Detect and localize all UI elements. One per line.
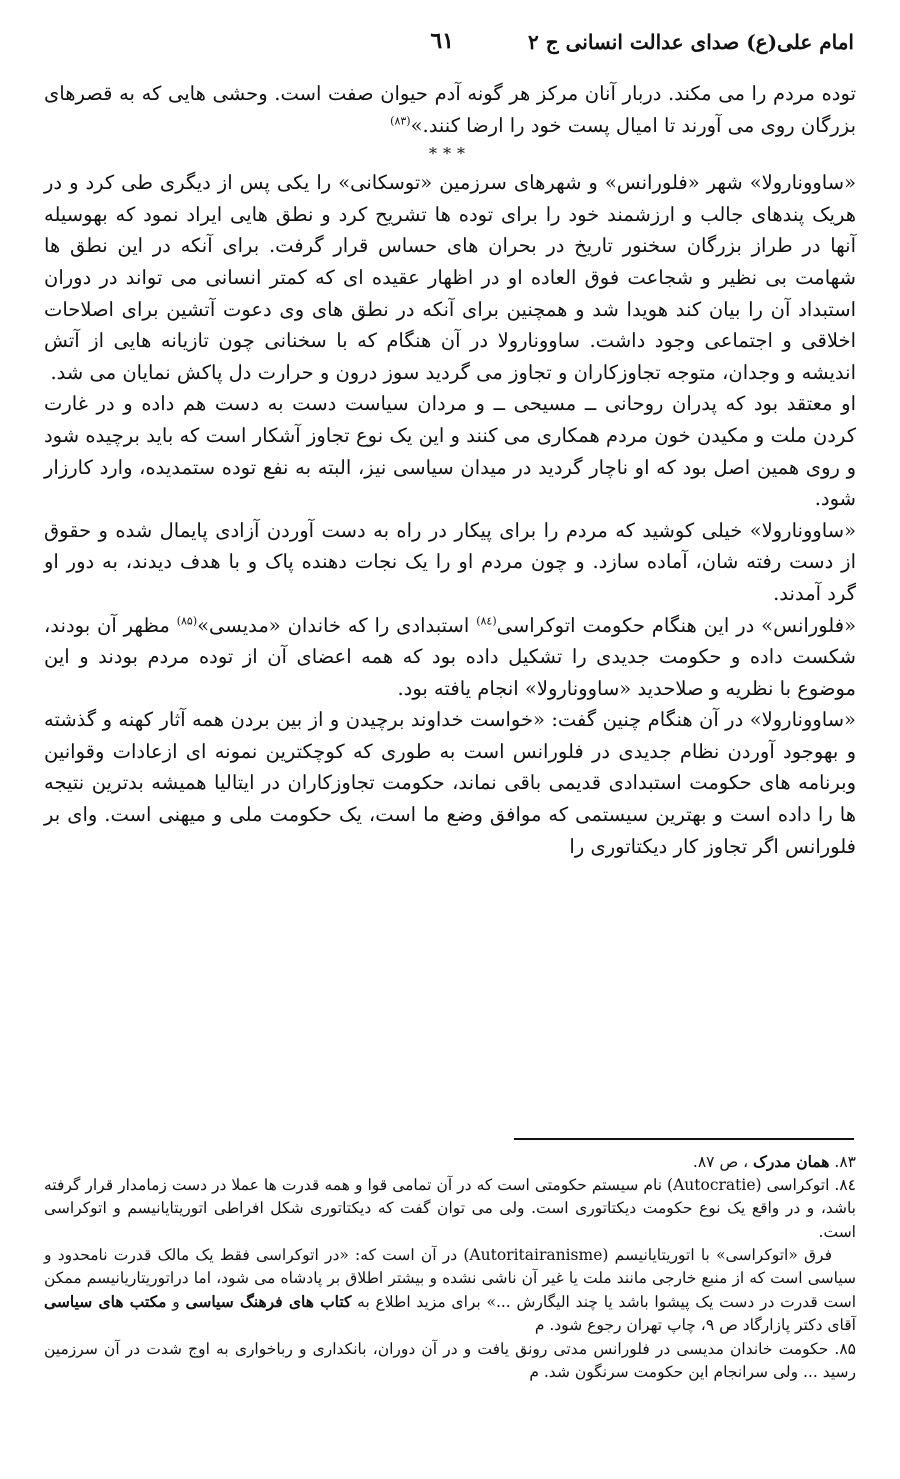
- book-title: امام علی(ع) صدای عدالت انسانی ج ۲: [528, 30, 854, 54]
- paragraph-1: توده مردم را می مکند. دربار آنان مرکز هر گونه آدم حیوان صفت است. وحشی هایی که به قصرهای بزرگان روی می آورند تا امیال پست خود را ارضا کنند.»$^{(۸۳)}$: [44, 82, 856, 137]
- paragraph-2: «ساوونارولا» شهر «فلورانس» و شهرهای سرزمین «توسکانی» را یکی پس از دیگری طی کرد و در هریک پندهای جالب و ارزشمند خود را برای توده ها تشریح کرد و نطق هایی ایراد نمود که بهوسیله آنها در طراز بزرگان سخنور تاریخ در بحران های حساس قرار گرفت. برای آنکه در این نطق ها شهامت بی نظیر و شجاعت فوق العاده او در اظهار عقیده ای که کمتر انسانی می تواند در دوران استبداد آن را بیان کند هویدا شد و همچنین برای آنکه در نطق های وی دعوت آتشین برای اصلاحات اخلاقی و اجتماعی وجود داشت. ساوونارولا در آن هنگام که با سخنانی چون تازیانه هایی از آتش اندیشه و وجدان، متوجه تجاوزکاران و تجاوز می گردید سوز درون و حرارت دل پاکش نمایان می شد.: [44, 171, 856, 384]
- footnote-84-continued: فرق «اتوکراسی» با اتوریتایانیسم (Autoritairanisme) در آن است که: «در اتوکراسی فقط یک مالک قدرت نامحدود و سیاسی است که از منبع خارجی مانند ملت یا غیر آن ناشی نشده و بیشتر اطلاق بر پادشاه می شود، اما دراتوریتاریانیسم ممکن است قدرت در دست یک پیشوا باشد یا چند الیگارش ...» برای مزید اطلاع به کتاب های فرهنگ سیاسی و مکتب های سیاسی آقای دکتر پازارگاد ص ۹، چاپ تهران رجوع شود. م: [44, 1245, 856, 1335]
- footnotes: [44, 1150, 856, 1384]
- footnote-84: ۸٤. اتوکراسی (Autocratie) نام سیستم حکومتی است که در آن تمامی قوا و همه قدرت ها عملا در دست زمامدار قرار گرفته باشد، و در واقع یک نوع حکومت دیکتاتوری است. ولی می توان گفت که دیکتاتوری شکل افراطی اتوریتایانیسم و اتوکراسی است.: [44, 1176, 856, 1241]
- paragraph-6: «ساوونارولا» در آن هنگام چنین گفت: «خواست خداوند برچیدن و از بین بردن همه آثار کهنه و گذشته و بهوجود آوردن نظام جدیدی در فلورانس است به طوری که کوچکترین نمونه ای ازعادات وقوانین وبرنامه های حکومت استبدادی قدیمی باقی نماند، حکومت تجاوزکاران در ایتالیا همیشه بدترین نتیجه ها را داده است و بهترین سیستمی که موافق وضع ما است، یک حکومت ملی و میهنی است. وای بر فلورانس اگر تجاوز کار دیکتاتوری را: [44, 708, 856, 858]
- main-text: [44, 78, 856, 862]
- page-header: [46, 30, 854, 70]
- footnote-83: ۸۳. همان مدرک ، ص ۸۷.: [692, 1152, 856, 1171]
- footnote-divider: [514, 1138, 854, 1140]
- footnote-85: ۸۵. حکومت خاندان مدیسی در فلورانس مدتی رونق یافت و در آن دوران، بانکداری و رباخواری به اوج شدت در آن سرزمین رسید ... ولی سرانجام این حکومت سرنگون شد. م: [44, 1339, 856, 1381]
- paragraph-5: «فلورانس» در این هنگام حکومت اتوکراسی$^{(۸٤)}$ استبدادی را که خاندان «مدیسی»$^{(۸۵)}$ مظهر آن بودند، شکست داده و حکومت جدیدی را تشکیل داده بود که همه اعضای آن از توده مردم بودند و این موضوع با نظریه و صلاحدید «ساوونارولا» انجام یافته بود.: [44, 613, 856, 700]
- footnote-ref-83[interactable]: (۸۳): [390, 114, 411, 128]
- paragraph-4: «ساوونارولا» خیلی کوشید که مردم را برای پیکار در راه به دست آوردن آزادی پایمال شده و حقوق از دست رفته شان، آماده سازد. و چون مردم او را یک نجات دهنده پاک و با هدف دیدند، به دور او گرد آمدند.: [44, 518, 856, 605]
- footnote-ref-84[interactable]: (۸٤): [476, 614, 497, 627]
- section-separator: ***: [429, 144, 471, 164]
- page-number: ٦١: [430, 28, 454, 54]
- paragraph-3: او معتقد بود که پدران روحانی ــ مسیحی ــ و مردان سیاست دست به دست هم داده و در غارت کردن ملت و مکیدن خون مردم همکاری می کنند و این یک نوع تجاوز آشکار است که باید برچیده شود و روی همین اصل بود که او ناچار گردید در میدان سیاسی نیز، البته به نفع توده ستمدیده، وارد کارزار شود.: [44, 392, 856, 511]
- footnote-ref-85[interactable]: (۸۵): [176, 614, 198, 627]
